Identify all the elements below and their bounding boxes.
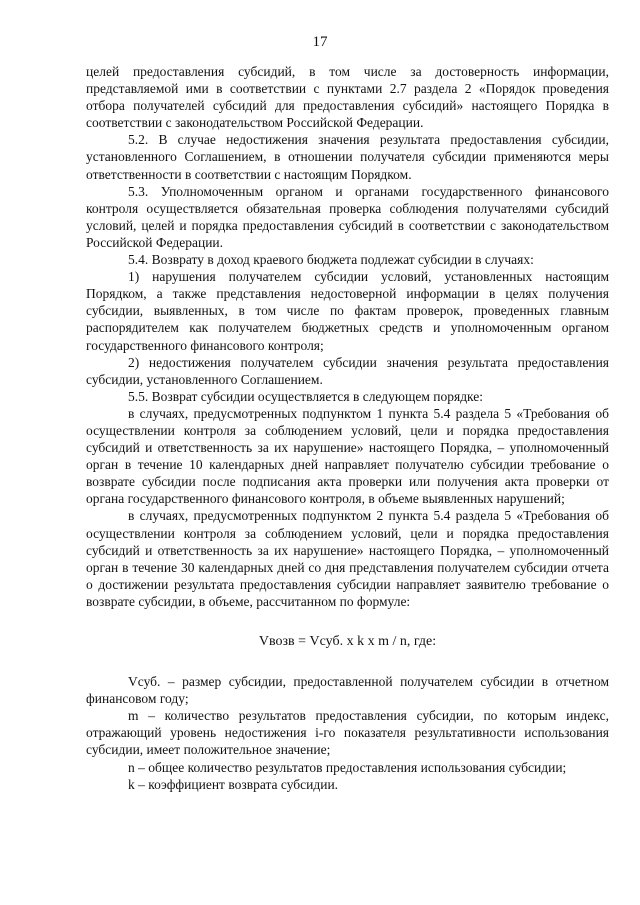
paragraph-5-3: 5.3. Уполномоченным органом и органами государственного финансового контроля осуществляется обязательная проверка соблюдения получателями субсидий условий, целей и порядка предоставления субсидий в соответствии с законодательством Российской Федерации.	[86, 183, 609, 250]
paragraph-5-5: 5.5. Возврат субсидии осуществляется в следующем порядке:	[128, 388, 484, 404]
definition-vsub: Vсуб. – размер субсидии, предоставленной получателем субсидии в отчетном финансовом году;	[86, 674, 609, 707]
definition-k: k – коэффициент возврата субсидии.	[128, 776, 339, 792]
document-body	[86, 63, 609, 793]
paragraph-5-4: 5.4. Возврату в доход краевого бюджета подлежат субсидии в случаях:	[128, 252, 534, 268]
formula: Vвозв = Vсуб. x k x m / n, где:	[258, 634, 437, 649]
paragraph-5-4-item-1: 1) нарушения получателем субсидии условий, установленных настоящим Порядком, а также представления недостоверной информации в целях получения субсидии, выявленных, в том числе по фактам проверок, проведенных главным распорядителем как получателем бюджетных средств и уполномоченным органом государственного финансового контроля;	[86, 269, 609, 353]
paragraph-5-4-item-2: 2) недостижения получателем субсидии значения результата предоставления субсидии, установленного Соглашением.	[86, 354, 609, 387]
paragraph-continuation: целей предоставления субсидий, в том числе за достоверность информации, представляемой ими в соответствии с пунктами 2.7 раздела 2 «Порядок проведения отбора получателей субсидий для предоставления субсидий» настоящего Порядка в соответствии с законодательством Российской Федерации.	[86, 64, 609, 131]
paragraph-5-5-case-2: в случаях, предусмотренных подпунктом 2 пункта 5.4 раздела 5 «Требования об осуществлении контроля за соблюдением условий, цели и порядка предоставления субсидий и ответственность за их нарушение» настоящего Порядка, – уполномоченный орган в течение 30 календарных дней со дня представления получателем субсидии отчета о достижении результата предоставления субсидии направляет заявителю требование о возврате субсидии, в объеме, рассчитанном по формуле:	[86, 508, 609, 609]
page-number: 17	[312, 34, 328, 50]
definition-m: m – количество результатов предоставления субсидии, по которым индекс, отражающий уровень недостижения i-го показателя результативности использования субсидии, имеет положительное значение;	[86, 708, 609, 758]
definition-n: n – общее количество результатов предоставления использования субсидии;	[128, 759, 567, 775]
paragraph-5-2: 5.2. В случае недостижения значения результата предоставления субсидии, установленного Соглашением, в отношении получателя субсидии применяются меры ответственности в соответствии с настоящим Порядком.	[86, 132, 609, 182]
paragraph-5-5-case-1: в случаях, предусмотренных подпунктом 1 пункта 5.4 раздела 5 «Требования об осуществлении контроля за соблюдением условий, цели и порядка предоставления субсидий и ответственность за их нарушение» настоящего Порядка, – уполномоченный орган в течение 10 календарных дней направляет получателю субсидии требование о возврате субсидии после подписания акта проверки или получения акта проверки от органа государственного финансового контроля, в объеме выявленных нарушений;	[86, 405, 609, 507]
